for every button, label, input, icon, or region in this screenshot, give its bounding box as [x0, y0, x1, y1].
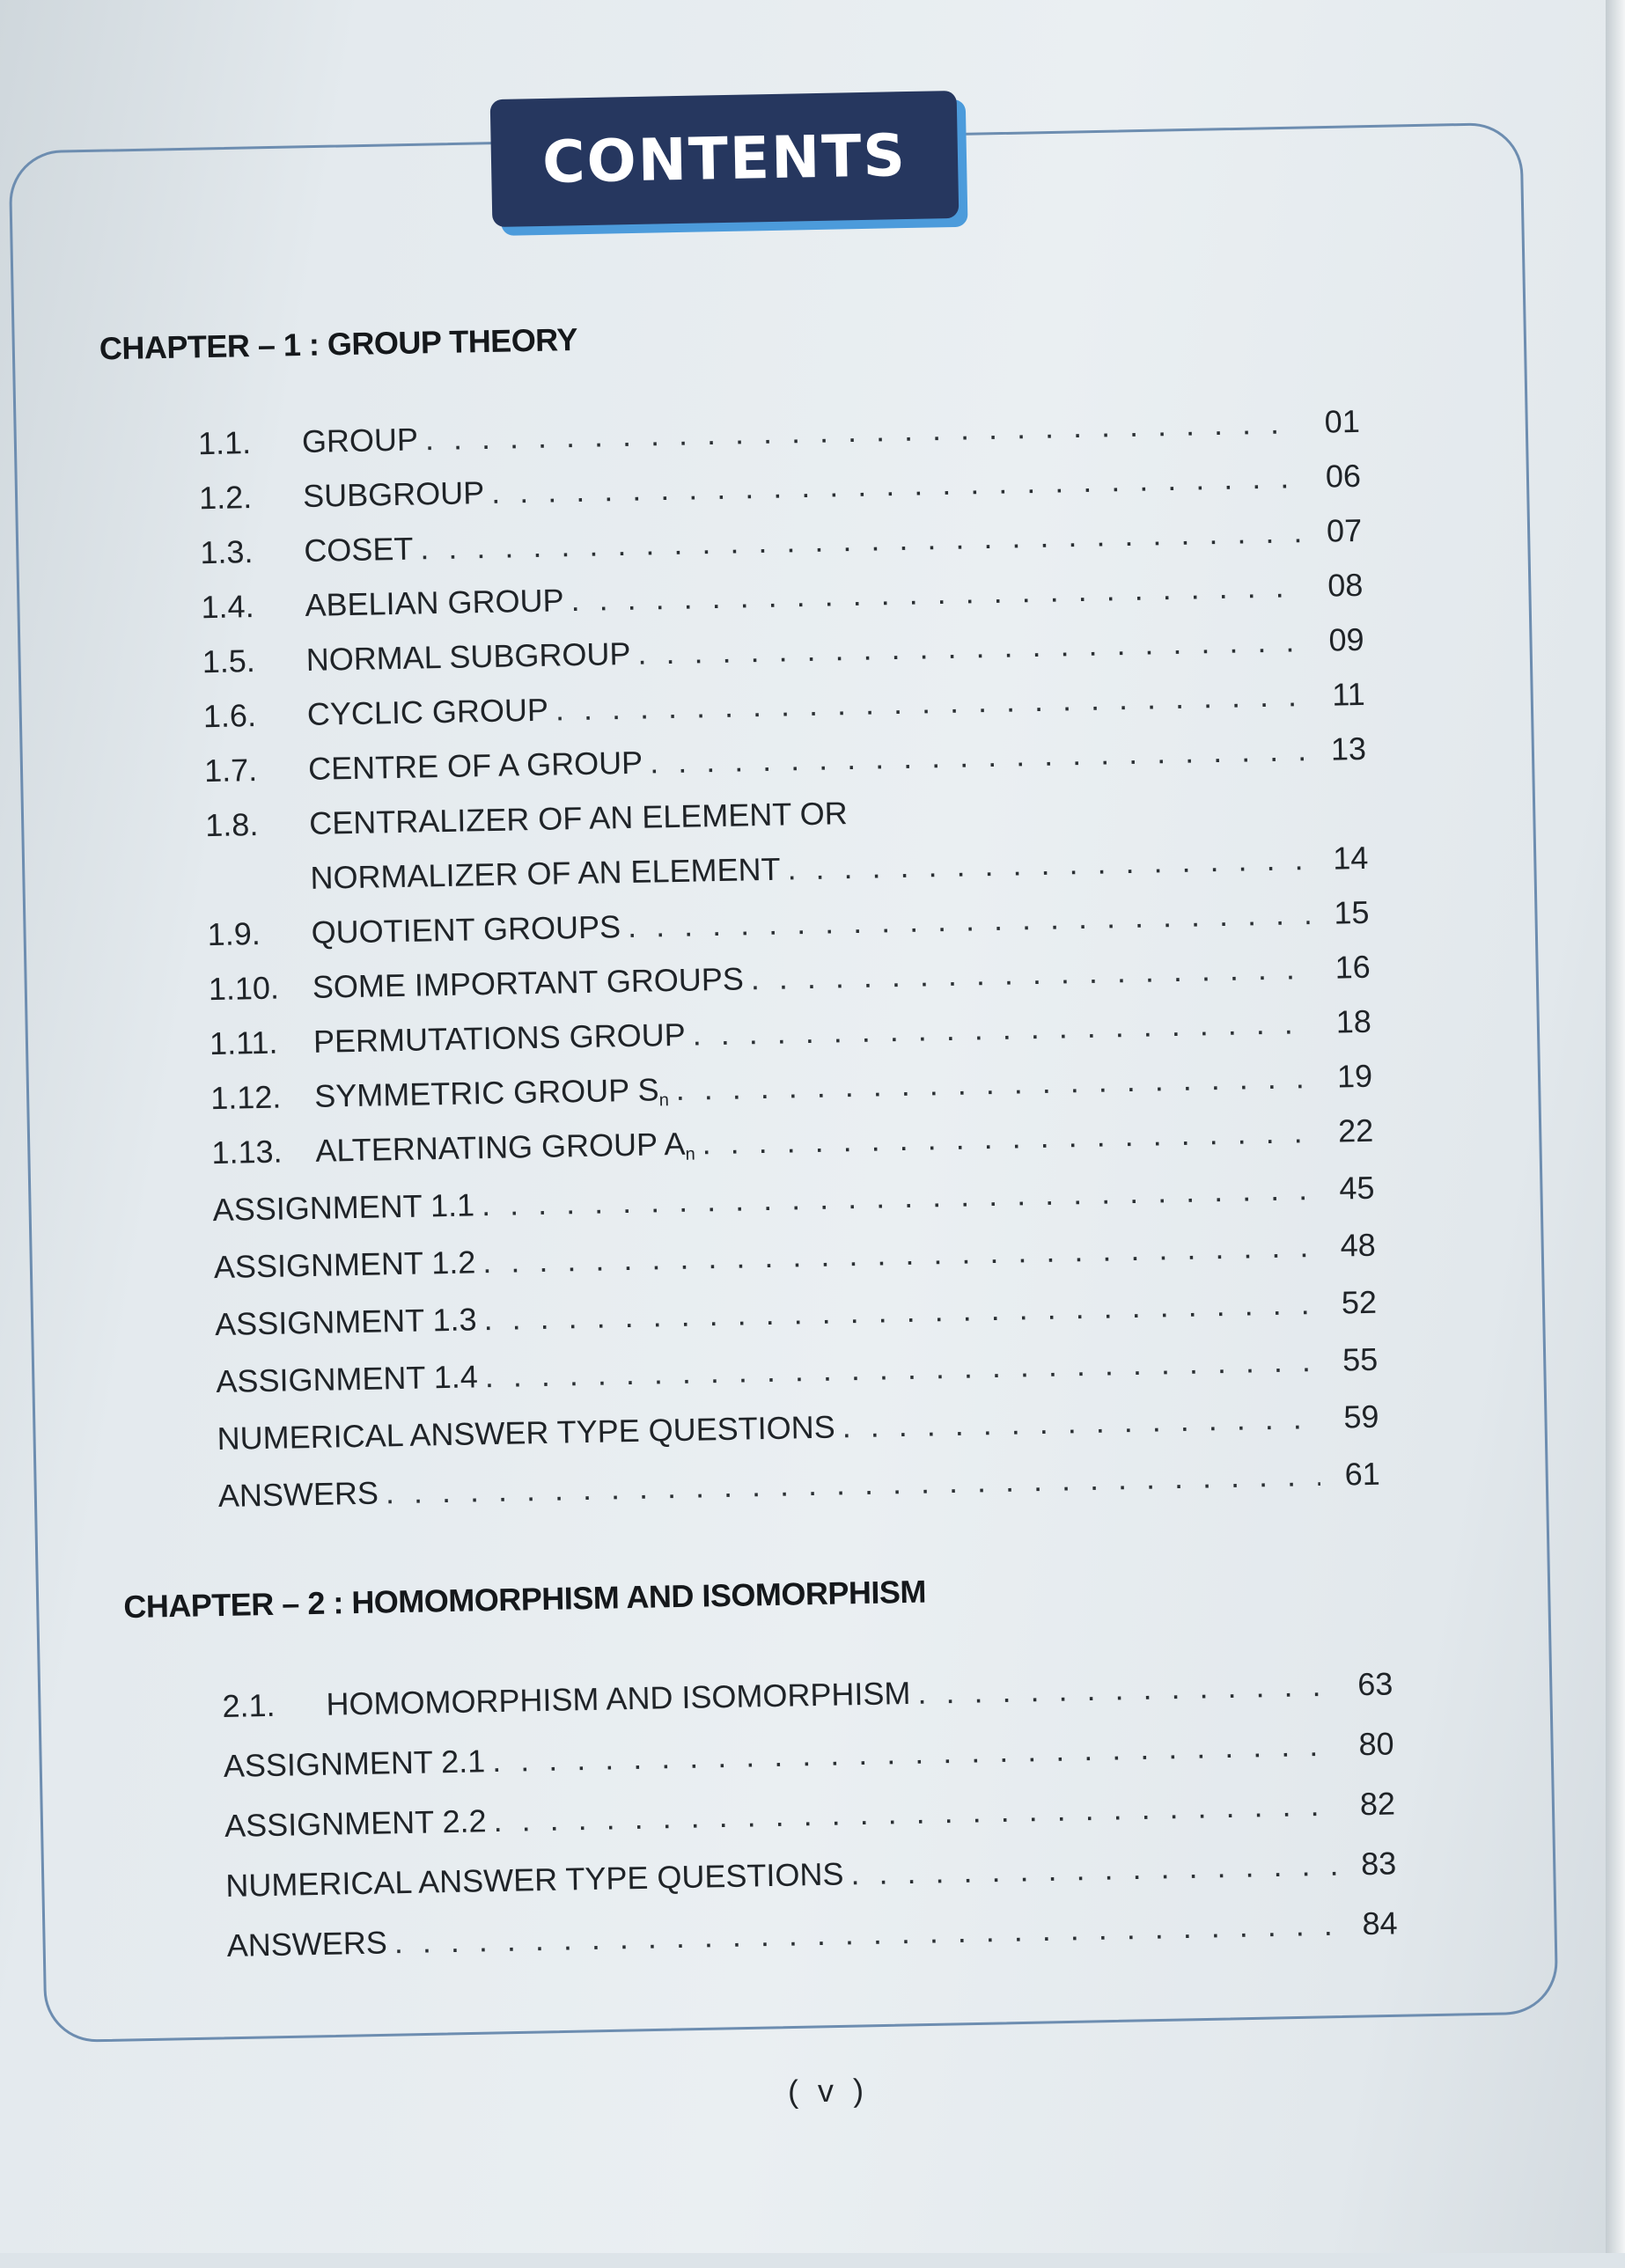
toc-entry-title: [302, 421, 419, 460]
toc-entry-title-text: PERMUTATIONS GROUP: [312, 1016, 687, 1060]
toc-entry-title-text: GROUP: [301, 421, 419, 459]
toc-entry-title-text: QUOTIENT GROUPS: [311, 908, 621, 951]
toc-entry[interactable]: [205, 785, 1368, 848]
toc-page-number: 06: [1325, 457, 1362, 495]
toc-page-number: 61: [1344, 1455, 1381, 1493]
toc-page-number: 22: [1337, 1112, 1374, 1149]
toc-entry-title: ANSWERS: [226, 1924, 388, 1963]
toc-page-number: 14: [1332, 839, 1369, 877]
toc-entry[interactable]: [208, 949, 1371, 1011]
toc-leader-dots: [850, 1846, 1337, 1893]
toc-entry-number: 1.4.: [201, 588, 254, 626]
toc-page-number: 19: [1336, 1057, 1373, 1095]
toc-leader-dots: [702, 1113, 1313, 1162]
toc-page-number: 83: [1360, 1845, 1397, 1883]
chapter-2-heading: CHAPTER – 2 : HOMOMORPHISM AND ISOMORPHISM: [122, 1573, 927, 1626]
toc-entry-title: [312, 960, 744, 1005]
toc-entry-title-text: NORMAL SUBGROUP: [305, 635, 631, 678]
toc-page-number: 48: [1340, 1226, 1377, 1264]
toc-leader-dots: [483, 1285, 1317, 1338]
toc-leader-dots: [555, 677, 1306, 728]
toc-leader-dots: [493, 1787, 1335, 1839]
toc-entry-title: [214, 1244, 476, 1286]
toc-leader-dots: [482, 1171, 1315, 1223]
toc-entry-title-text: ANSWERS: [217, 1474, 379, 1515]
toc-page-number: 11: [1331, 675, 1366, 713]
toc-leader-dots: [675, 1059, 1312, 1108]
toc-entry-title-text: ASSIGNMENT 1.4: [216, 1358, 479, 1400]
toc-page-number: [848, 823, 901, 824]
toc-entry-title-text: NUMERICAL ANSWER TYPE QUESTIONS: [217, 1408, 836, 1457]
toc-leader-dots: [420, 513, 1303, 567]
toc-entry-title: HOMOMORPHISM AND ISOMORPHISM: [326, 1674, 911, 1722]
toc-page-number: 16: [1335, 948, 1371, 986]
toc-page-number: 08: [1327, 566, 1364, 604]
toc-entry-number: 1.7.: [203, 752, 258, 789]
toc-entry[interactable]: [222, 1665, 1393, 1729]
toc-page-number: 55: [1342, 1340, 1379, 1378]
toc-entry-title: [311, 908, 621, 951]
toc-entry[interactable]: [204, 730, 1367, 793]
toc-entry-number: 1.11.: [209, 1024, 278, 1062]
toc-entry-title: [314, 1071, 669, 1118]
toc-entry-title: [212, 1186, 474, 1229]
toc-entry[interactable]: [201, 567, 1364, 629]
toc-entry[interactable]: [216, 1341, 1379, 1404]
toc-leader-dots: [570, 568, 1304, 619]
toc-entry-number: 1.12.: [210, 1078, 282, 1117]
toc-page-number: 84: [1362, 1905, 1398, 1942]
toc-entry-number: 1.1.: [197, 424, 252, 462]
toc-page-number: 80: [1358, 1725, 1394, 1763]
toc-entry-number: 1.2.: [198, 479, 253, 517]
toc-entry-number: 1.13.: [211, 1133, 283, 1171]
toc-entry[interactable]: [212, 1170, 1375, 1232]
page-folio: ( v ): [787, 2071, 870, 2110]
toc-entry-title: [310, 851, 781, 897]
toc-entry-title: [305, 582, 564, 624]
toc-page-number: 01: [1324, 402, 1361, 440]
toc-leader-dots: [386, 1457, 1321, 1511]
toc-entry-title-text: ASSIGNMENT 1.1: [212, 1186, 475, 1229]
toc-leader-dots: [491, 459, 1302, 511]
toc-entry-title: [313, 1017, 686, 1061]
toc-leader-dots: [917, 1667, 1334, 1712]
toc-entry-title-text: SUBGROUP: [302, 474, 485, 514]
toc-entry-number: 1.9.: [207, 915, 261, 953]
toc-entry-title: [304, 531, 414, 569]
toc-entry[interactable]: [210, 1003, 1372, 1066]
toc-entry[interactable]: [218, 1456, 1381, 1518]
toc-page-number: 63: [1357, 1665, 1393, 1703]
toc-entry[interactable]: [214, 1227, 1377, 1289]
toc-entry[interactable]: [223, 1725, 1394, 1788]
toc-entry[interactable]: [210, 1058, 1373, 1120]
toc-entry-title-text: ALTERNATING GROUP A: [315, 1125, 686, 1169]
toc-page-number: 18: [1335, 1002, 1372, 1040]
toc-leader-dots: [628, 895, 1310, 945]
toc-entry-title-text: CYCLIC GROUP: [306, 691, 549, 732]
toc-entry[interactable]: [199, 458, 1362, 520]
toc-leader-dots: [637, 622, 1305, 672]
toc-entry[interactable]: [207, 894, 1370, 957]
page-title: CONTENTS: [541, 121, 908, 196]
toc-entry-number: 1.3.: [199, 533, 254, 571]
toc-leader-dots: [750, 950, 1311, 997]
toc-entry[interactable]: [202, 621, 1364, 684]
toc-entry-number: 1.6.: [202, 697, 257, 735]
toc-entry[interactable]: [206, 840, 1369, 902]
toc-entry-title: [217, 1409, 835, 1457]
toc-leader-dots: [425, 404, 1301, 458]
toc-entry[interactable]: [217, 1398, 1379, 1461]
toc-entry[interactable]: [203, 676, 1366, 738]
toc-page-number: 52: [1341, 1283, 1378, 1321]
toc-entry-subscript: n: [685, 1144, 696, 1164]
toc-entry-title: [303, 474, 485, 515]
chapter-1-heading: CHAPTER – 1 : GROUP THEORY: [99, 320, 578, 367]
toc-entry-title-text: NORMALIZER OF AN ELEMENT: [310, 850, 781, 896]
toc-entry-title-text: SOME IMPORTANT GROUPS: [312, 960, 745, 1005]
toc-entry[interactable]: [226, 1905, 1398, 1968]
toc-entry-title: [309, 795, 848, 842]
toc-entry[interactable]: [224, 1785, 1396, 1848]
toc-entry-title-text: COSET: [303, 530, 414, 569]
toc-leader-dots: [842, 1399, 1320, 1445]
toc-entry[interactable]: [198, 403, 1361, 466]
toc-entry-title: NUMERICAL ANSWER TYPE QUESTIONS: [225, 1855, 844, 1904]
toc-page-number: 09: [1328, 620, 1364, 658]
toc-entry-title-text: CENTRE OF A GROUP: [307, 744, 643, 787]
toc-page-number: 13: [1330, 730, 1367, 767]
toc-entry-title: [307, 692, 549, 733]
toc-page-number: 15: [1334, 893, 1370, 931]
toc-entry-title: ASSIGNMENT 2.1: [223, 1743, 486, 1784]
toc-leader-dots: [787, 840, 1309, 887]
toc-entry-title: [308, 745, 643, 788]
toc-entry-subscript: n: [658, 1090, 670, 1111]
toc-entry-number: [207, 889, 311, 891]
toc-entry-title: ASSIGNMENT 2.2: [224, 1802, 487, 1844]
toc-entry-title-text: SYMMETRIC GROUP S: [313, 1071, 659, 1114]
toc-entry[interactable]: [225, 1845, 1397, 1908]
toc-entry-number: 1.10.: [208, 969, 280, 1008]
toc-entry-title: [305, 635, 630, 679]
toc-entry-title-text: ABELIAN GROUP: [305, 582, 564, 623]
toc-entry-title: [215, 1301, 477, 1343]
toc-leader-dots: [650, 731, 1307, 781]
toc-entry-number: 1.8.: [204, 806, 259, 844]
toc-entry-number: 1.5.: [202, 642, 256, 680]
toc-entry-title-text: ASSIGNMENT 1.2: [213, 1244, 476, 1286]
toc-page-number: 45: [1339, 1169, 1375, 1207]
toc-entry-number: 2.1.: [222, 1686, 276, 1724]
toc-entry-title: [216, 1358, 478, 1400]
toc-leader-dots: [393, 1906, 1338, 1962]
toc-page-number: 82: [1359, 1785, 1396, 1823]
toc-entry-title: [315, 1126, 695, 1172]
toc-leader-dots: [484, 1342, 1318, 1395]
toc-entry[interactable]: [200, 512, 1363, 575]
toc-page-number: 59: [1343, 1398, 1379, 1435]
toc-leader-dots: [492, 1727, 1335, 1780]
toc-entry[interactable]: [211, 1112, 1374, 1175]
toc-entry-title: [218, 1475, 379, 1515]
toc-entry[interactable]: [215, 1284, 1378, 1347]
toc-entry-title-text: ASSIGNMENT 1.3: [214, 1301, 477, 1343]
toc-leader-dots: [482, 1228, 1316, 1281]
toc-entry-title-text: CENTRALIZER OF AN ELEMENT OR: [308, 795, 848, 841]
toc-page-number: 07: [1326, 511, 1363, 549]
toc-leader-dots: [692, 1004, 1312, 1053]
